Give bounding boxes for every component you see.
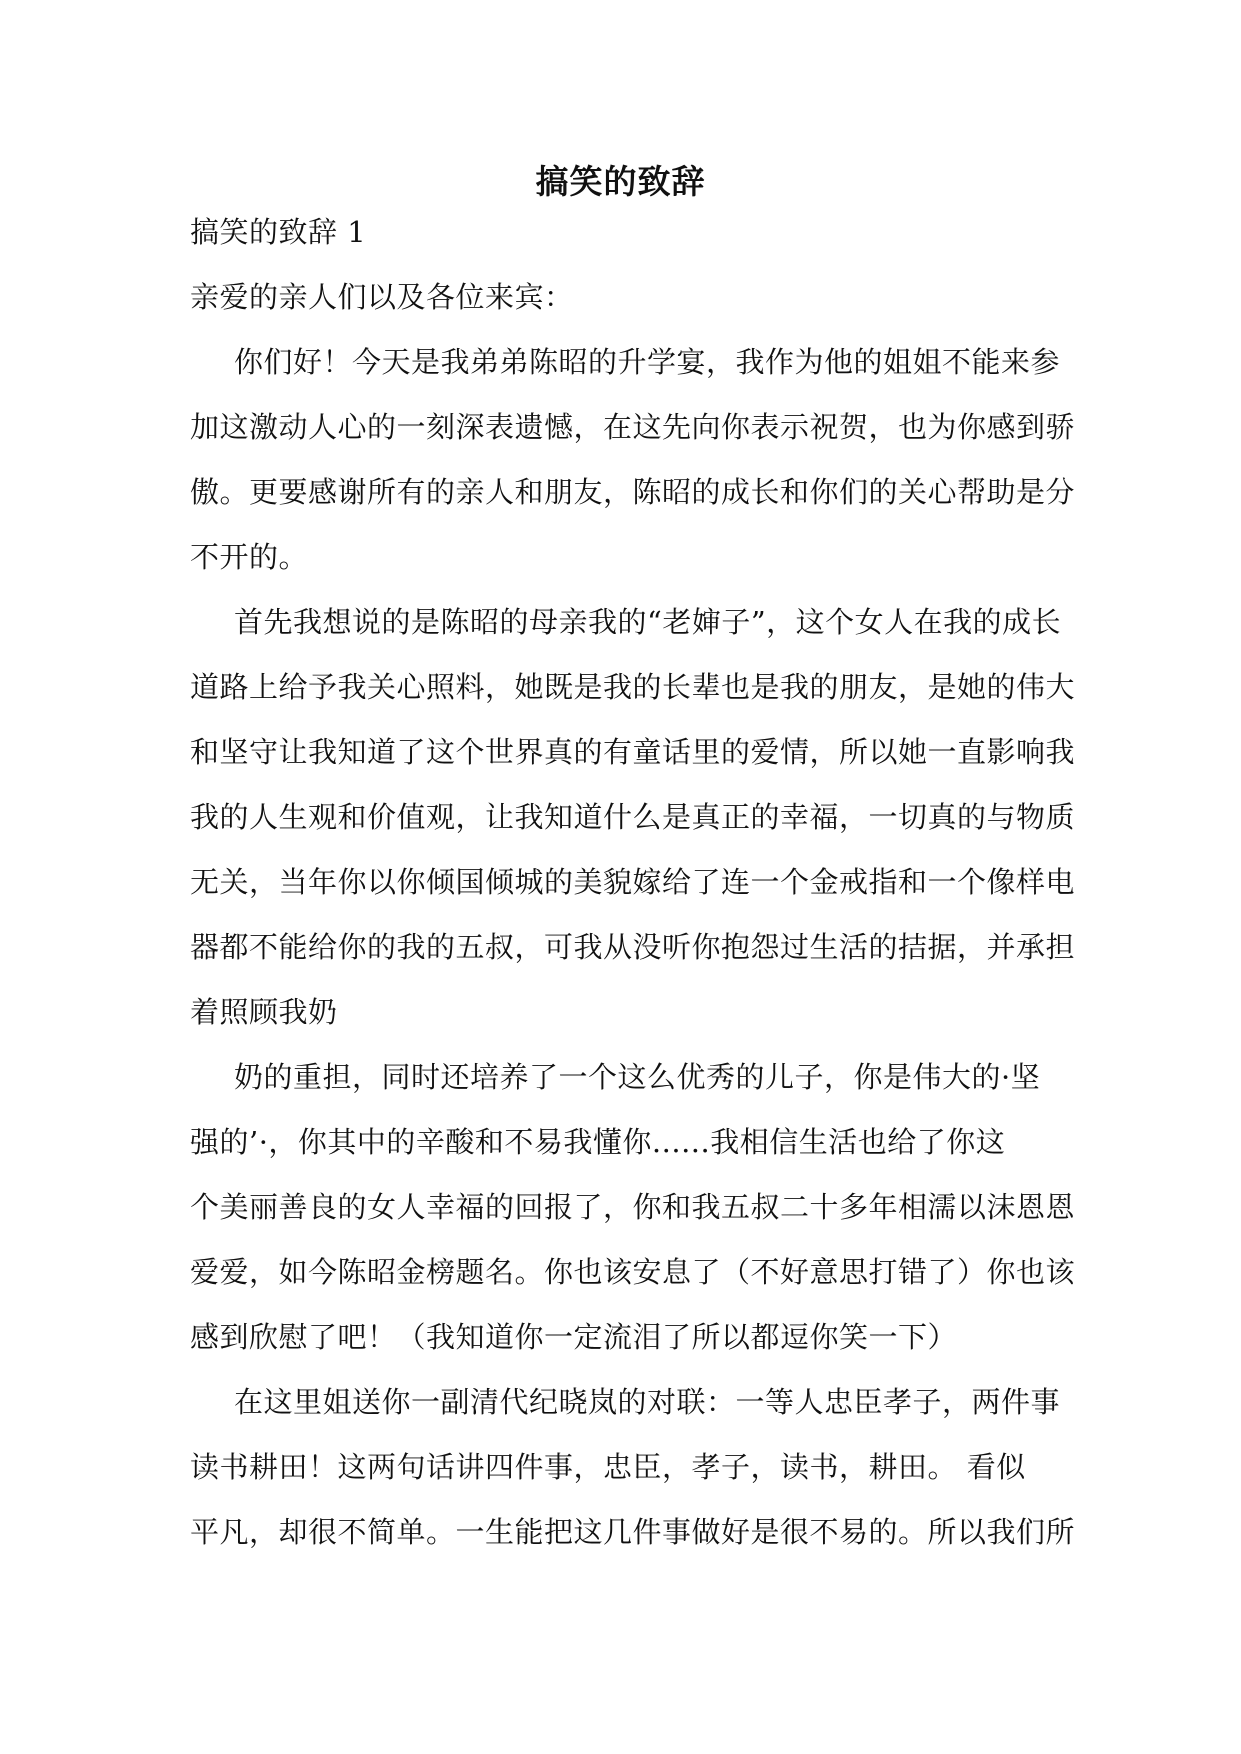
document-title: 搞笑的致辞 — [535, 162, 706, 201]
paragraph-line: 不开的。 — [190, 540, 309, 574]
paragraph-line: 傲。更要感谢所有的亲人和朋友，陈昭的成长和你们的关心帮助是分 — [190, 475, 1076, 509]
document-body — [190, 200, 1076, 1565]
paragraph-line: 强的’·，你其中的辛酸和不易我懂你......我相信生活也给了你这 — [190, 1125, 1006, 1159]
paragraph-line: 道路上给予我关心照料，她既是我的长辈也是我的朋友，是她的伟大 — [190, 670, 1076, 704]
paragraph-line: 加这激动人心的一刻深表遗憾，在这先向你表示祝贺，也为你感到骄 — [190, 410, 1076, 444]
paragraph-line: 首先我想说的是陈昭的母亲我的“老婶子”，这个女人在我的成长 — [234, 605, 1062, 639]
paragraph-line: 器都不能给你的我的五叔，可我从没听你抱怨过生活的拮据，并承担 — [190, 930, 1076, 964]
section-heading: 搞笑的致辞 1 — [190, 215, 367, 249]
paragraph-line: 平凡，却很不简单。一生能把这几件事做好是很不易的。所以我们所 — [190, 1515, 1076, 1549]
paragraph-line: 无关，当年你以你倾国倾城的美貌嫁给了连一个金戒指和一个像样电 — [190, 865, 1076, 899]
paragraph-line: 个美丽善良的女人幸福的回报了，你和我五叔二十多年相濡以沫恩恩 — [190, 1190, 1076, 1224]
paragraph-line: 感到欣慰了吧！（我知道你一定流泪了所以都逗你笑一下） — [190, 1320, 958, 1354]
salutation: 亲爱的亲人们以及各位来宾： — [190, 280, 574, 314]
paragraph-line: 在这里姐送你一副清代纪晓岚的对联：一等人忠臣孝子，两件事 — [234, 1385, 1061, 1419]
paragraph-line: 我的人生观和价值观，让我知道什么是真正的幸福，一切真的与物质 — [190, 800, 1076, 834]
paragraph-line: 你们好！今天是我弟弟陈昭的升学宴，我作为他的姐姐不能来参 — [234, 345, 1061, 379]
paragraph-line: 读书耕田！这两句话讲四件事，忠臣，孝子，读书，耕田。 看似 — [190, 1450, 1026, 1484]
paragraph-line: 奶的重担，同时还培养了一个这么优秀的儿子，你是伟大的·坚 — [234, 1060, 1041, 1094]
paragraph-line: 着照顾我奶 — [190, 995, 338, 1029]
paragraph-line: 和坚守让我知道了这个世界真的有童话里的爱情，所以她一直影响我 — [190, 735, 1076, 769]
paragraph-line: 爱爱，如今陈昭金榜题名。你也该安息了（不好意思打错了）你也该 — [190, 1255, 1076, 1289]
